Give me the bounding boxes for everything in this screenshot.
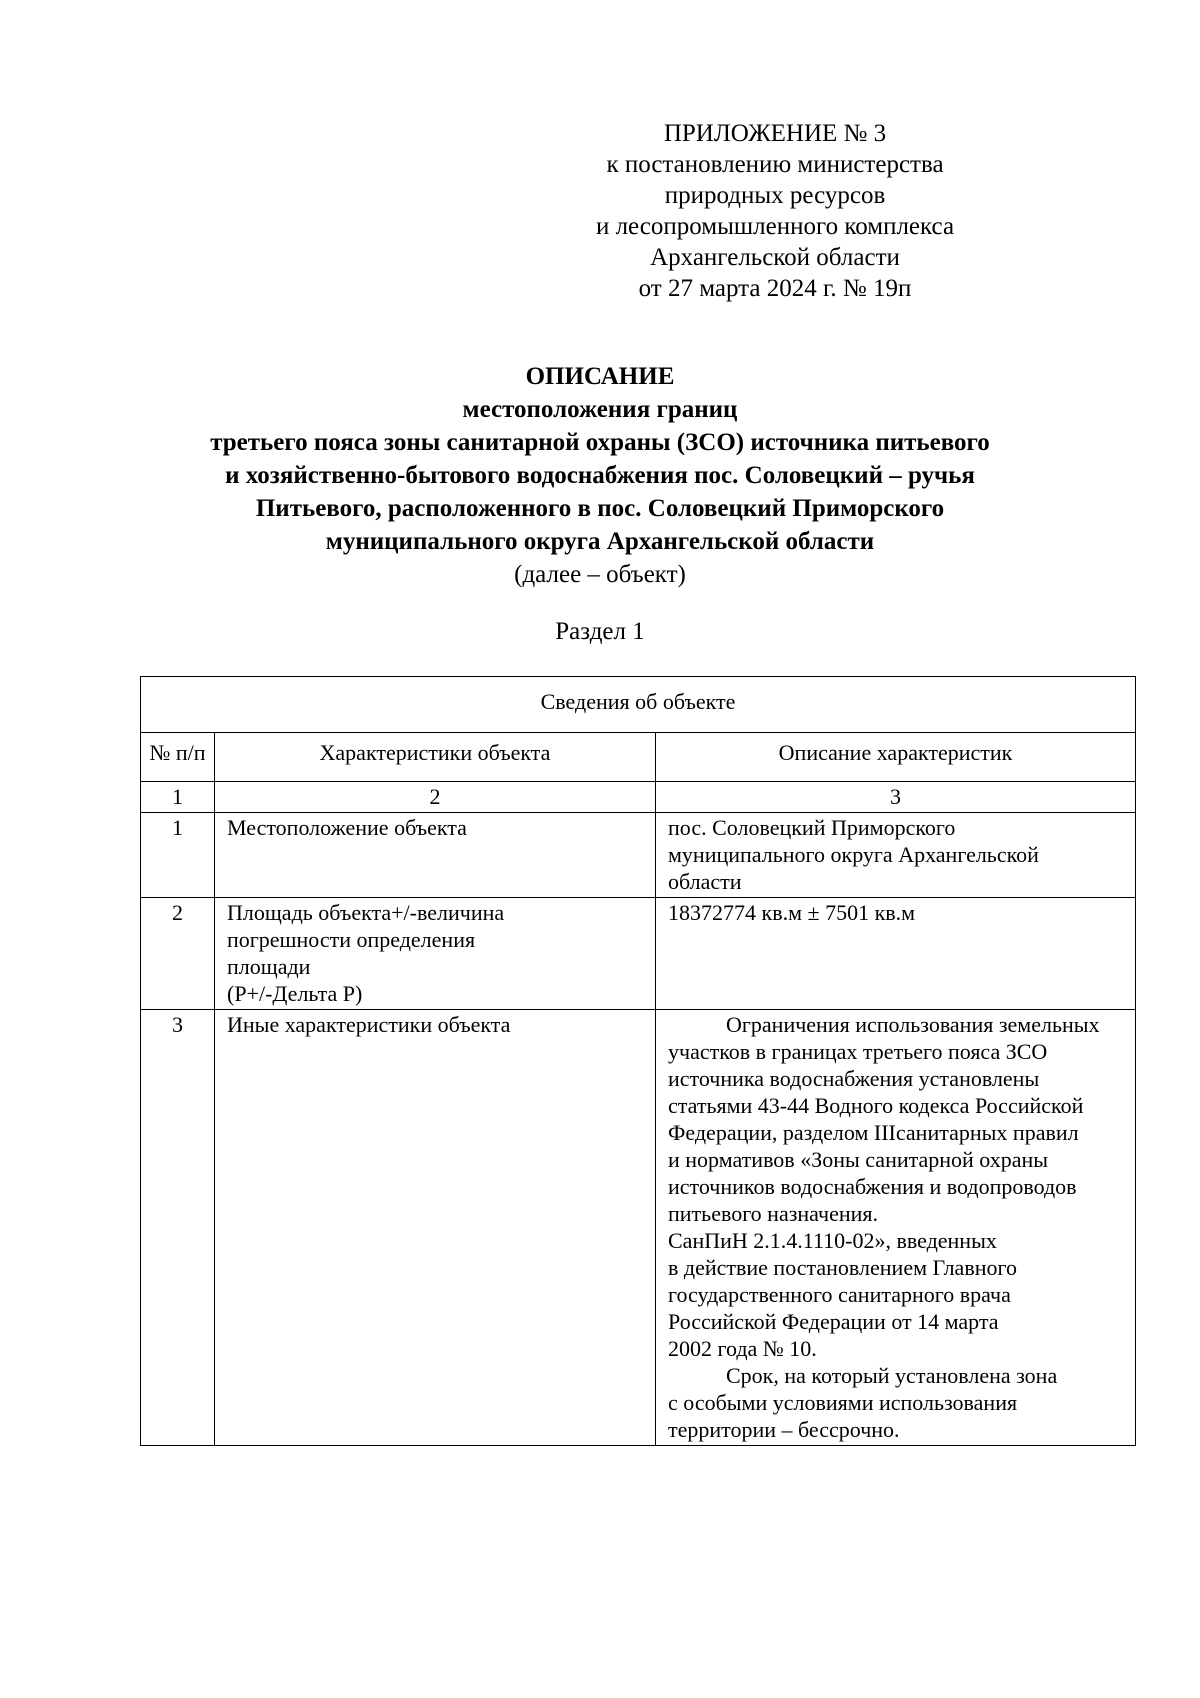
title-line: Питьевого, расположенного в пос. Соловецкий Приморского [255,495,945,522]
description-line: в действие постановлением Главного [668,1255,1017,1280]
description-line: области [668,869,742,894]
description-line: Российской Федерации от 14 марта [668,1309,999,1334]
table-caption-row [141,677,1136,733]
appendix-line: ПРИЛОЖЕНИЕ № 3 [663,120,887,147]
description-line: пос. Соловецкий Приморского [668,815,956,840]
description-line: с особыми условиями использования [668,1390,1018,1415]
appendix-line: и лесопромышленного комплекса [595,213,955,240]
title-heading: ОПИСАНИЕ [525,363,675,390]
description-line: источника водоснабжения установлены [668,1066,1040,1091]
title-line: местоположения границ [462,396,738,423]
row-name [215,898,656,1010]
number-cell: 1 [141,782,215,813]
number-cell: 2 [215,782,656,813]
row-num: 1 [141,813,215,898]
section-heading: Раздел 1 [555,618,645,645]
row-num: 3 [141,1010,215,1446]
description-line: муниципального округа Архангельской [668,842,1039,867]
header-num: № п/п [141,733,215,782]
row-num: 2 [141,898,215,1010]
description-line: 2002 года № 10. [668,1336,817,1361]
name-line: Площадь объекта+/-величина [227,900,505,925]
description-line: участков в границах третьего пояса ЗСО [668,1039,1048,1064]
table-row [141,1010,1136,1446]
number-cell: 3 [656,782,1136,813]
row-name: Местоположение объекта [215,813,656,898]
description-line: Срок, на который установлена зона [726,1363,1058,1388]
description-line: источников водоснабжения и водопроводов [668,1174,1077,1199]
title-line: муниципального округа Архангельской области [325,528,875,555]
description-line: питьевого назначения. [668,1201,879,1226]
row-name: Иные характеристики объекта [215,1010,656,1446]
name-line: (Р+/-Дельта Р) [227,981,363,1006]
name-line: погрешности определения [227,927,476,952]
row-description [656,898,1136,1010]
appendix-header [560,118,990,304]
header-characteristics: Характеристики объекта [215,733,656,782]
description-line: 18372774 кв.м ± 7501 кв.м [668,900,916,925]
row-description [656,1010,1136,1446]
table-row [141,813,1136,898]
name-line: площади [227,954,311,979]
object-info-table [140,676,1136,1446]
appendix-line: от 27 марта 2024 г. № 19п [638,275,912,302]
header-description: Описание характеристик [656,733,1136,782]
description-line: территории – бессрочно. [668,1417,900,1442]
table-caption: Сведения об объекте [141,677,1136,733]
table-row [141,898,1136,1010]
title-line: и хозяйственно-бытового водоснабжения пос. Соловецкий – ручья [225,462,975,489]
appendix-line: природных ресурсов [664,182,886,209]
description-line: Ограничения использования земельных [726,1012,1100,1037]
table-header-row [141,733,1136,782]
description-line: СанПиН 2.1.4.1110-02», введенных [668,1228,997,1253]
appendix-line: к постановлению министерства [606,151,944,178]
row-description [656,813,1136,898]
title-note: (далее – объект) [514,561,686,588]
description-line: Федерации, разделом IIIсанитарных правил [668,1120,1079,1145]
document-title [100,360,1100,591]
title-line: третьего пояса зоны санитарной охраны (ЗСО) источника питьевого [210,429,990,456]
description-line: государственного санитарного врача [668,1282,1011,1307]
description-line: и нормативов «Зоны санитарной охраны [668,1147,1049,1172]
table-number-row [141,782,1136,813]
appendix-line: Архангельской области [650,244,900,271]
description-line: статьями 43-44 Водного кодекса Российской [668,1093,1084,1118]
